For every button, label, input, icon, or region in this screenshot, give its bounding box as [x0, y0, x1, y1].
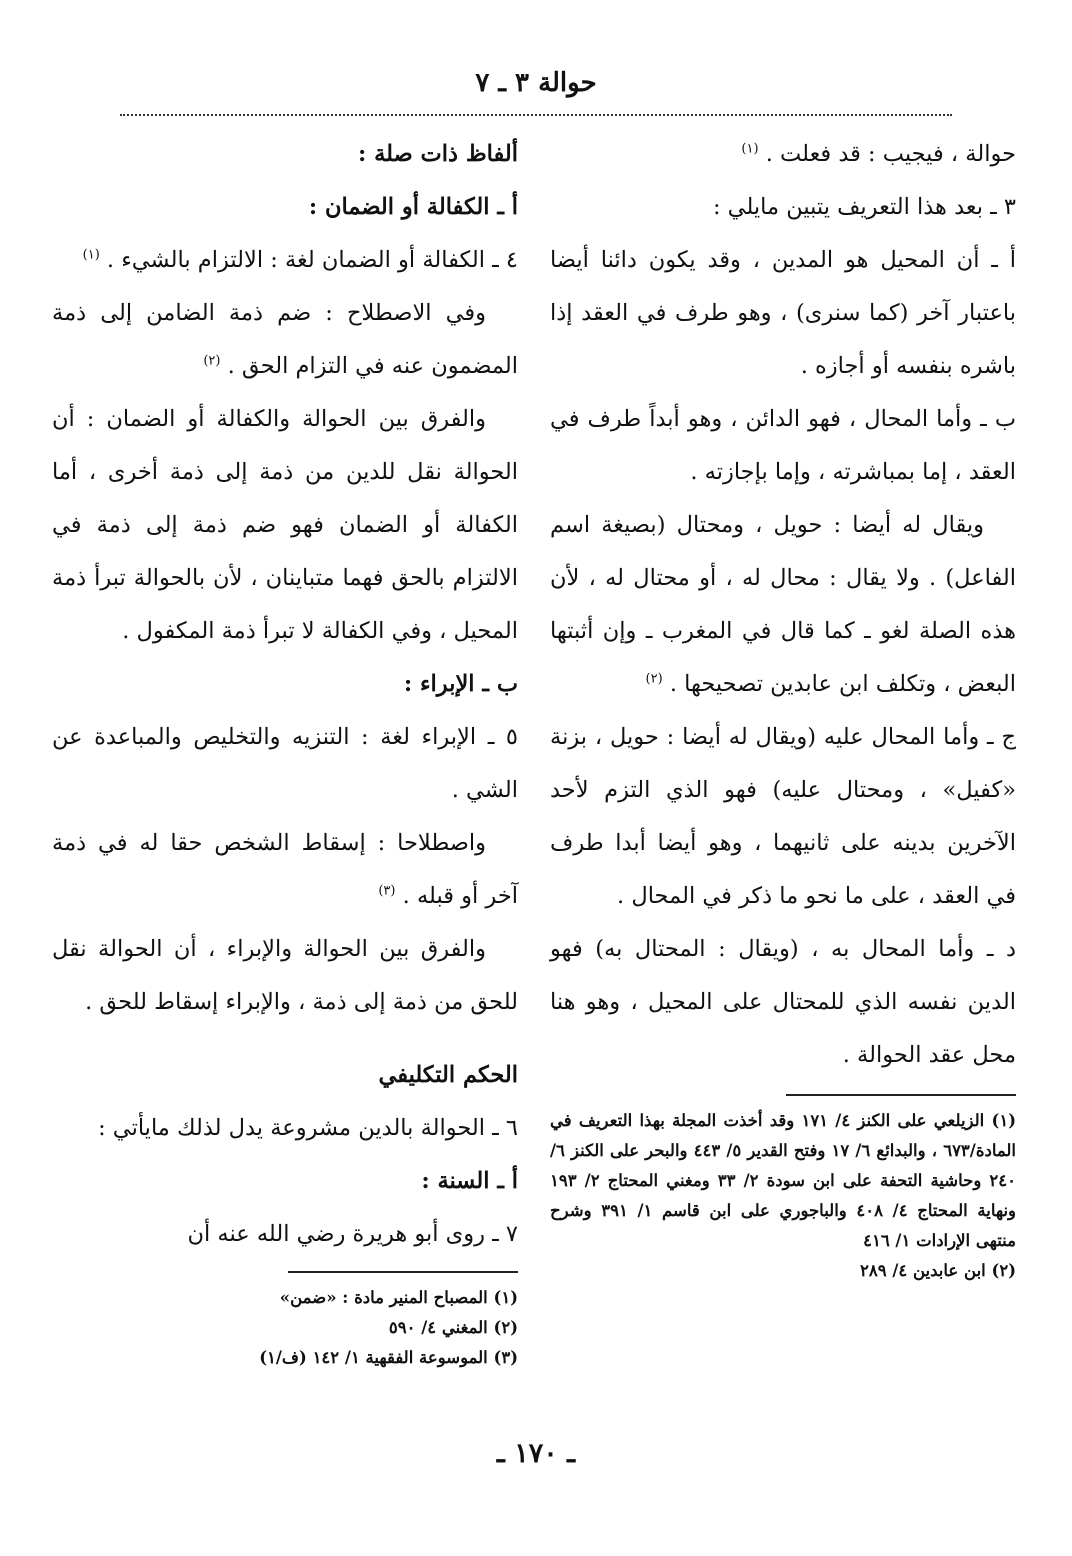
subsection-heading: أ ـ السنة :	[421, 1168, 518, 1194]
footnote-marker: (٣)	[378, 883, 396, 899]
subsection-heading: ب ـ الإبراء :	[403, 671, 518, 697]
paragraph: وفي الاصطلاح : ضم ذمة الضامن إلى ذمة المضمون عنه في التزام الحق . $^{(٢)}$	[52, 300, 518, 379]
footnote-divider	[786, 1094, 1016, 1096]
footnote: (٢) ابن عابدين ٤/ ٢٨٩	[860, 1261, 1016, 1280]
paragraph: والفرق بين الحوالة والكفالة أو الضمان : أن الحوالة نقل للدين من ذمة إلى ذمة أخرى ، أما الكفالة أو الضمان فهو ضم ذمة إلى ذمة في الالتزام بالحق فهما متباينان ، لأن بالحوالة تبرأ ذمة المحيل ، وفي الكفالة لا تبرأ ذمة المكفول .	[52, 406, 518, 644]
footnote: (٢) المغني ٤/ ٥٩٠	[388, 1318, 518, 1337]
paragraph: ب ـ وأما المحال ، فهو الدائن ، وهو أبداً طرف في العقد ، إما بمباشرته ، وإما بإجازته .	[550, 406, 1016, 485]
subsection-heading: أ ـ الكفالة أو الضمان :	[308, 194, 518, 220]
paragraph: ٣ ـ بعد هذا التعريف يتبين مايلي :	[712, 194, 1016, 220]
section-heading: ألفاظ ذات صلة :	[357, 141, 518, 167]
paragraph: ج ـ وأما المحال عليه (ويقال له أيضا : حويل ، بزنة «كفيل» ، ومحتال عليه) فهو الذي التزم لأحد الآخرين بدينه على ثانيهما ، وهو أيضا أبدا طرف في العقد ، على ما نحو ما ذكر في المحال .	[550, 724, 1016, 909]
footnote-marker: (٢)	[645, 671, 663, 687]
footnote-divider	[288, 1271, 518, 1273]
page-header-title: حوالة ٣ ـ ٧	[475, 68, 597, 98]
paragraph: والفرق بين الحوالة والإبراء ، أن الحوالة نقل للحق من ذمة إلى ذمة ، والإبراء إسقاط للحق .	[52, 936, 518, 1015]
footnote-marker: (١)	[82, 247, 100, 263]
paragraph: ٦ ـ الحوالة بالدين مشروعة يدل لذلك مايأتي :	[98, 1115, 518, 1141]
section-heading: الحكم التكليفي	[378, 1062, 518, 1088]
footnote: (١) المصباح المنير مادة : «ضمن»	[279, 1288, 518, 1307]
paragraph: ٥ ـ الإبراء لغة : التنزيه والتخليص والمباعدة عن الشي .	[52, 724, 518, 803]
left-column	[52, 128, 518, 1373]
paragraph: حوالة ، فيجيب : قد فعلت . $^{(١)}$	[741, 141, 1016, 167]
page-number: ـ ١٧٠ ـ	[496, 1438, 576, 1469]
header-divider	[120, 114, 952, 116]
footnote-marker: (٢)	[203, 353, 221, 369]
footnote: (٣) الموسوعة الفقهية ١/ ١٤٢ (ف/١)	[259, 1348, 518, 1367]
paragraph: ٤ ـ الكفالة أو الضمان لغة : الالتزام بالشيء . $^{(١)}$	[82, 247, 518, 273]
paragraph: أ ـ أن المحيل هو المدين ، وقد يكون دائنا أيضا باعتبار آخر (كما سنرى) ، وهو طرف في العقد إذا باشره بنفسه أو أجازه .	[550, 247, 1016, 379]
paragraph: د ـ وأما المحال به ، (ويقال : المحتال به) فهو الدين نفسه الذي للمحتال على المحيل ، وهو هنا محل عقد الحوالة .	[550, 936, 1016, 1068]
right-column	[550, 128, 1016, 1286]
paragraph: واصطلاحا : إسقاط الشخص حقا له في ذمة آخر أو قبله . $^{(٣)}$	[52, 830, 518, 909]
paragraph: ويقال له أيضا : حويل ، ومحتال (بصيغة اسم الفاعل) . ولا يقال : محال له ، أو محتال له ، لأن هذه الصلة لغو ـ كما قال في المغرب ـ وإن أثبتها البعض ، وتكلف ابن عابدين تصحيحها . $^{(٢)}$	[550, 512, 1016, 697]
footnote-marker: (١)	[741, 141, 759, 157]
footnote: (١) الزيلعي على الكنز ٤/ ١٧١ وقد أخذت المجلة بهذا التعريف في المادة/٦٧٣ ، والبدائع ٦/ ١٧ وفتح القدير ٥/ ٤٤٣ والبحر على الكنز ٦/ ٢٤٠ وحاشية التحفة على ابن سودة ٢/ ٣٣ ومغني المحتاج ٢/ ١٩٣ ونهاية المحتاج ٤/ ٤٠٨ والباجوري على ابن قاسم ١/ ٣٩١ وشرح منتهى الإرادات ١/ ٤١٦	[550, 1111, 1017, 1250]
paragraph: ٧ ـ روى أبو هريرة رضي الله عنه أن	[187, 1221, 518, 1247]
